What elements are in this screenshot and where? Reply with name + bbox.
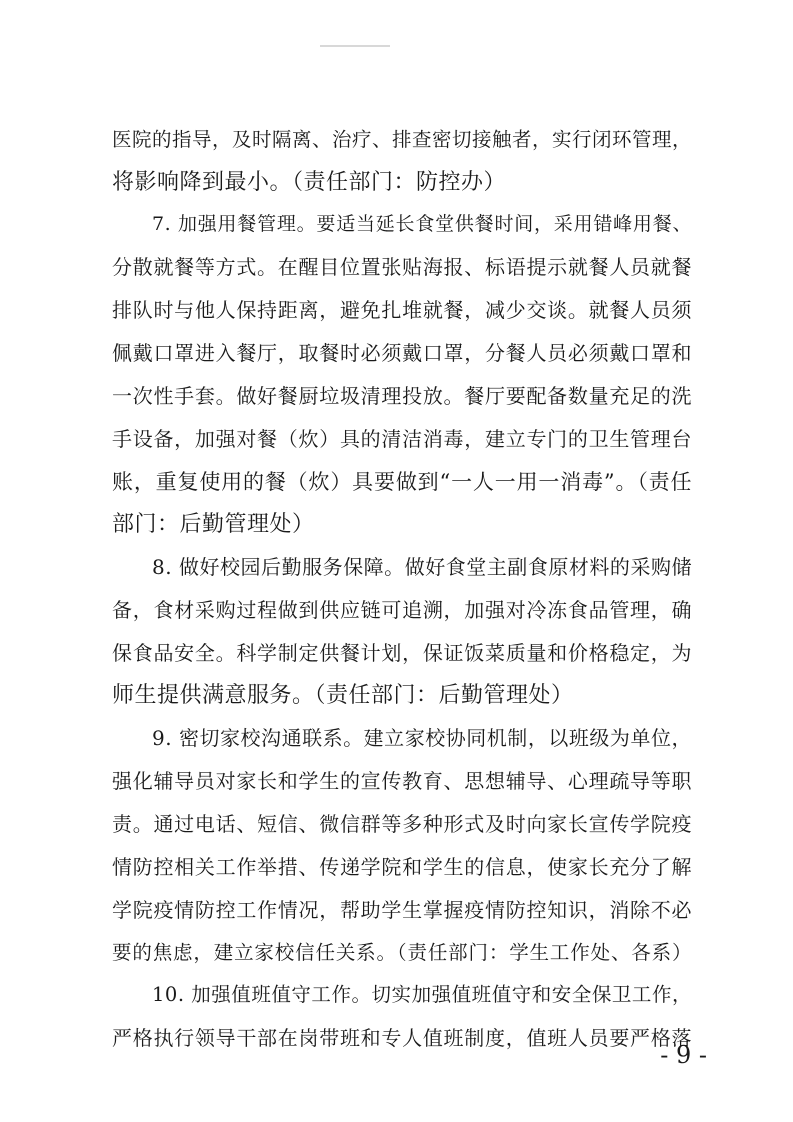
text-line: 强化辅导员对家长和学生的宣传教育、思想辅导、心理疏导等职 (112, 769, 692, 793)
text-line: 保食品安全。科学制定供餐计划，保证饭菜质量和价格稳定，为 (112, 641, 692, 665)
text-line: 部门：后勤管理处） (112, 512, 315, 537)
text-line: 排队时与他人保持距离，避免扎堆就餐，减少交谈。就餐人员须 (112, 298, 692, 322)
text-line: 情防控相关工作举措、传递学院和学生的信息，使家长充分了解 (112, 855, 692, 879)
text-line: 责。通过电话、短信、微信群等多种形式及时向家长宣传学院疫 (112, 812, 692, 836)
text-line: 8. 做好校园后勤服务保障。做好食堂主副食原材料的采购储 (152, 555, 692, 579)
text-line: 分散就餐等方式。在醒目位置张贴海报、标语提示就餐人员就餐 (112, 255, 692, 279)
text-line: 佩戴口罩进入餐厅，取餐时必须戴口罩，分餐人员必须戴口罩和 (112, 341, 692, 365)
text-line: 医院的指导，及时隔离、治疗、排查密切接触者，实行闭环管理， (112, 128, 693, 151)
text-line: 7. 加强用餐管理。要适当延长食堂供餐时间，采用错峰用餐、 (152, 213, 692, 235)
text-line: 手设备，加强对餐（炊）具的清洁消毒，建立专门的卫生管理台 (112, 427, 692, 451)
text-line: 一次性手套。做好餐厨垃圾清理投放。餐厅要配备数量充足的洗 (112, 384, 692, 408)
text-line: 严格执行领导干部在岗带班和专人值班制度，值班人员要严格落 (112, 1026, 692, 1050)
text-line: 备，食材采购过程做到供应链可追溯，加强对冷冻食品管理，确 (112, 598, 692, 622)
page-number: - 9 - (660, 1041, 707, 1069)
text-line: 要的焦虑，建立家校信任关系。（责任部门：学生工作处、各系） (112, 941, 692, 964)
scan-artifact (320, 45, 390, 47)
text-line: 9. 密切家校沟通联系。建立家校协同机制，以班级为单位， (152, 726, 692, 750)
text-line: 师生提供满意服务。（责任部门：后勤管理处） (112, 683, 574, 708)
text-line: 10. 加强值班值守工作。切实加强值班值守和安全保卫工作， (152, 983, 692, 1006)
text-line: 账，重复使用的餐（炊）具要做到“一人一用一消毒”。（责任 (112, 470, 692, 494)
text-line: 将影响降到最小。（责任部门：防控办） (112, 170, 507, 195)
text-line: 学院疫情防控工作情况，帮助学生掌握疫情防控知识，消除不必 (112, 898, 692, 922)
